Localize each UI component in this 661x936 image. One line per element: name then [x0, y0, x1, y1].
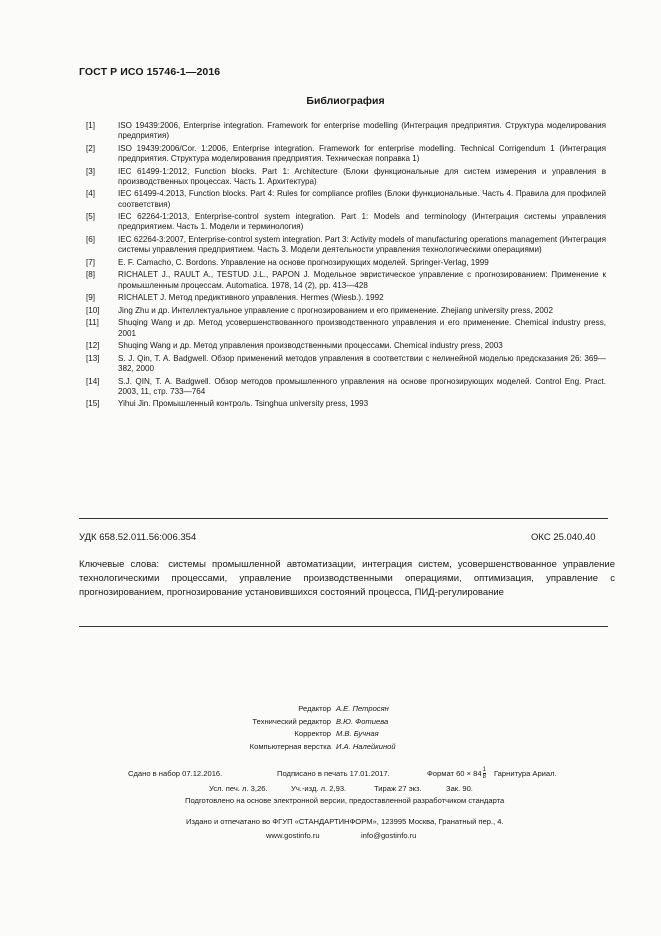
list-item	[86, 212, 606, 232]
entry-text: Jing Zhu и др. Интеллектуальное управление с прогнозированием и его применение. Zhejiang university press, 2002	[118, 305, 553, 315]
divider-bottom	[79, 626, 608, 627]
entry-number: [4]	[86, 189, 95, 199]
oks-code: ОКС 25.040.40	[531, 532, 596, 543]
credit-name: В.Ю. Фотиева	[336, 716, 389, 726]
publisher-address: Издано и отпечатано во ФГУП «СТАНДАРТИНФОРМ», 123995 Москва, Гранатный пер., 4.	[186, 817, 504, 826]
print-run: Тираж 27 экз.	[374, 784, 422, 793]
entry-text: IEC 61499-1:2012, Function blocks. Part 1: Architecture (Блоки функциональные для систем измерения и управления в производственных процессах. Часть 1. Архитектура)	[118, 166, 606, 186]
list-item	[86, 167, 606, 187]
keywords-block	[79, 558, 615, 600]
entry-number: [9]	[86, 293, 95, 303]
list-item	[86, 354, 606, 374]
keywords-text: системы промышленной автоматизации, интеграция систем, усовершенствованное управление технологическими процессами, управление производственными операциями, оптимизация, управление с прогнозированием, прогнозирование установившихся состояний процесса, ПИД-регулирование	[79, 559, 616, 598]
list-item	[86, 306, 606, 316]
entry-number: [8]	[86, 270, 95, 280]
list-item	[86, 318, 606, 338]
credit-name: М.В. Бучная	[336, 729, 379, 738]
entry-number: [13]	[86, 353, 100, 363]
entry-text: S. J. Qin, T. A. Badgwell. Обзор применений методов управления в соответствии с нелинейной моделью предсказания 26: 369—382, 2000	[118, 353, 606, 373]
list-item	[86, 341, 606, 351]
list-item	[86, 189, 606, 209]
keywords-label: Ключевые слова:	[79, 559, 160, 570]
entry-number: [11]	[86, 318, 99, 328]
editorial-credits	[0, 704, 661, 754]
prepared-note: Подготовлено на основе электронной версии, предоставленной разработчиком стандарта	[185, 796, 505, 805]
bibliography-list	[86, 121, 606, 412]
list-item	[86, 270, 606, 290]
bibliography-title: Библиография	[306, 95, 385, 107]
entry-number: [3]	[86, 166, 95, 176]
print-sheets: Усл. печ. л. 3,26.	[209, 784, 268, 793]
entry-text: Shuqing Wang и др. Метод управления производственными процессами. Chemical industry press, 2003	[118, 341, 503, 351]
entry-number: [15]	[86, 399, 100, 409]
publication-sheets: Уч.-изд. л. 2,93.	[291, 784, 347, 793]
entry-text: IEC 62264-3:2007, Enterprise-control system integration. Part 3: Activity models of manufacturing operations management (Интеграция системы управления предприятием. Часть 3. Модели деятельности управления технологическими операциями)	[118, 234, 606, 255]
credit-line	[0, 742, 661, 755]
email-link[interactable]: info@gostinfo.ru	[361, 831, 417, 840]
list-item	[86, 258, 606, 268]
credit-line	[0, 729, 661, 742]
website-link[interactable]: www.gostinfo.ru	[266, 831, 320, 840]
entry-text: Shuqing Wang и др. Метод усовершенствованного производственного управления и его применение. Chemical industry press, 2001	[118, 318, 606, 338]
entry-number: [10]	[86, 305, 100, 315]
entry-text: RICHALET J., RAULT A., TESTUD J.L., PAPON J. Модельное эвристическое управление с прогнозированием: Применение к промышленным процессам. Automatica. 1978, 14 (2), pp. 413—428	[118, 270, 606, 290]
standard-number-header: ГОСТ Р ИСО 15746-1—2016	[79, 66, 221, 78]
signed-date: Подписано в печать 17.01.2017.	[277, 769, 390, 778]
credit-role: Редактор	[298, 704, 331, 713]
print-format	[427, 767, 487, 780]
list-item	[86, 293, 606, 303]
entry-text: S.J. QIN, T. A. Badgwell. Обзор методов промышленного управления на основе прогнозирующих моделей. Control Eng. Pract. 2003, 11, стр. 733—764	[118, 376, 606, 396]
entry-text: ISO 19439:2006/Cor. 1:2006, Enterprise integration. Framework for enterprise modelling. Technical Corrigendum 1 (Интеграция предприятия. Структура моделирования предприятия. Техническая поправка 1)	[118, 143, 606, 163]
credit-line	[0, 717, 661, 730]
list-item	[86, 377, 606, 397]
entry-text: Yihui Jin. Промышленный контроль. Tsinghua university press, 1993	[118, 399, 369, 409]
entry-text: ISO 19439:2006, Enterprise integration. Framework for enterprise modelling (Интеграция предприятия. Структура моделирования предприятия)	[118, 121, 606, 141]
entry-text: E. F. Camacho, C. Bordons. Управление на основе прогнозирующих моделей. Springer-Verlag, 1999	[118, 257, 489, 267]
entry-number: [1]	[86, 121, 95, 130]
list-item	[86, 121, 606, 141]
credit-role: Компьютерная верстка	[249, 741, 331, 751]
udk-code: УДК 658.52.011.56:006.354	[79, 532, 197, 543]
entry-number: [2]	[86, 143, 95, 153]
credit-role: Технический редактор	[252, 716, 331, 726]
entry-number: [7]	[86, 257, 95, 267]
set-date: Сдано в набор 07.12.2016.	[128, 769, 223, 778]
format-fraction	[483, 767, 486, 780]
typeface: Гарнитура Ариал.	[494, 769, 557, 778]
credit-role: Корректор	[294, 729, 331, 738]
order-number: Зак. 90.	[446, 784, 473, 793]
credit-name: И.А. Налейкиной	[336, 741, 396, 751]
format-label: Формат 60 × 84	[427, 768, 482, 778]
fraction-denominator: 8	[482, 774, 486, 780]
list-item	[86, 399, 606, 409]
fraction-numerator: 1	[482, 767, 486, 773]
credit-name: А.Е. Петросян	[336, 704, 389, 713]
entry-number: [12]	[86, 341, 100, 351]
list-item	[86, 144, 606, 164]
entry-text: IEC 62264-1:2013, Enterprise-control system integration. Part 1: Models and terminology (Интеграция системы управления предприятием. Часть 1. Модели и терминология)	[118, 212, 606, 232]
credit-line	[0, 704, 661, 717]
list-item	[86, 235, 606, 255]
entry-text: RICHALET J. Метод предиктивного управления. Hermes (Wiesb.). 1992	[118, 293, 384, 303]
divider-top	[79, 518, 608, 519]
entry-number: [14]	[86, 376, 100, 386]
entry-number: [6]	[86, 234, 95, 244]
entry-text: IEC 61499-4.2013, Function blocks. Part 4: Rules for compliance profiles (Блоки функциональные. Часть 4. Правила для профилей соответствия)	[118, 189, 606, 209]
entry-number: [5]	[86, 212, 95, 222]
